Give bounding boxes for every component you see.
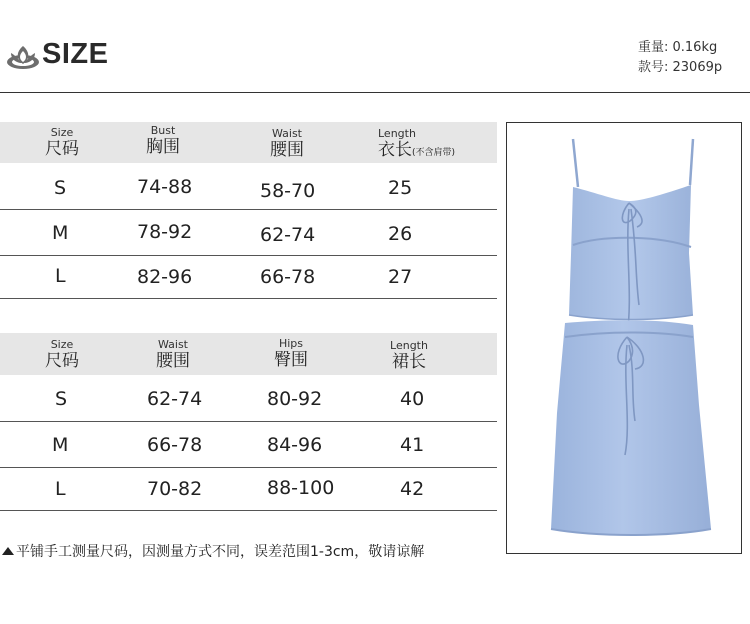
length-note: (不含肩带) bbox=[412, 148, 456, 158]
table-row: S 62-74 80-92 40 bbox=[0, 375, 497, 422]
item-number-label: 款号: 23069p bbox=[638, 60, 723, 75]
header-size: Size 尺码 bbox=[45, 126, 79, 159]
lotus-logo-icon bbox=[6, 40, 40, 74]
header-length: Length 衣长(不含肩带) bbox=[378, 127, 456, 160]
garment-illustration bbox=[507, 123, 741, 553]
table-row: L 82-96 66-78 27 bbox=[0, 256, 497, 299]
header-size: Size 尺码 bbox=[45, 338, 79, 371]
header-length: Length 裙长 bbox=[390, 339, 428, 372]
header-bust: Bust 胸围 bbox=[146, 124, 180, 157]
product-photo bbox=[506, 122, 742, 554]
table-row: M 78-92 62-74 26 bbox=[0, 210, 497, 256]
table-row: S 74-88 58-70 25 bbox=[0, 163, 497, 210]
table-row: M 66-78 84-96 41 bbox=[0, 422, 497, 468]
weight-label: 重量: 0.16kg bbox=[638, 40, 718, 55]
header-waist: Waist 腰围 bbox=[270, 127, 304, 160]
table-row: L 70-82 88-100 42 bbox=[0, 468, 497, 511]
header-waist: Waist 腰围 bbox=[156, 338, 190, 371]
triangle-up-icon bbox=[2, 547, 14, 555]
header-divider bbox=[0, 92, 750, 93]
top-size-table-header bbox=[0, 122, 497, 163]
page-title: SIZE bbox=[42, 38, 109, 70]
skirt-size-table-header bbox=[0, 333, 497, 375]
header-hips: Hips 臀围 bbox=[274, 337, 308, 370]
measurement-note: 平铺手工测量尺码，因测量方式不同，误差范围1-3cm，敬请谅解 bbox=[2, 541, 424, 561]
